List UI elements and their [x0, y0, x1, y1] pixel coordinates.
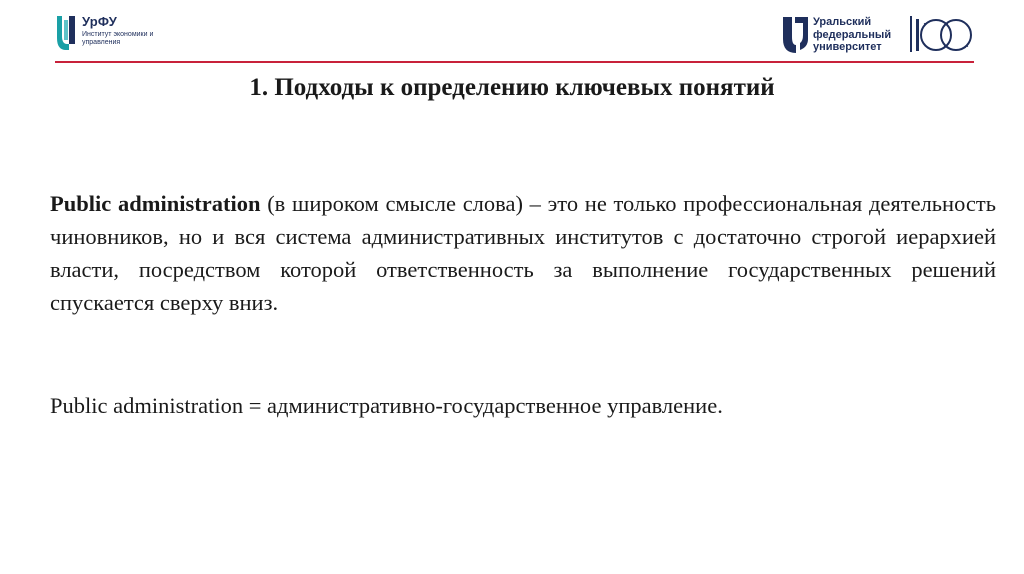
university-name [813, 16, 897, 54]
equivalence-statement: Public administration = административно-государственное управление. [50, 393, 723, 418]
urfu-institute-logo [55, 14, 155, 60]
urfu-u-shield-icon [783, 17, 808, 53]
university-name-line: университет [813, 41, 882, 53]
university-name-line: Уральский [813, 16, 872, 28]
slide-title: 1. Подходы к определению ключевых понятий [249, 74, 775, 101]
header-rule [55, 61, 974, 63]
urfu-brand-text: УрФУ [82, 14, 118, 29]
institute-name: Институт экономики и управления [82, 31, 154, 46]
logo-divider [910, 16, 912, 52]
defined-term: Public administration [50, 191, 261, 216]
urfu-u-mark-icon [55, 14, 77, 54]
university-name-line: федеральный [813, 28, 892, 41]
top-100-emblem-icon [916, 15, 976, 55]
definition-paragraph [50, 187, 996, 319]
definition-text: (в широком смысле слова) – это не только профессиональная деятельность чиновников, но и вся система административных институтов с достаточно строгой иерархией власти, посредством которой ответственность за выполнение государственных решений спускается сверху вниз. [50, 191, 996, 315]
urfu-university-logo [783, 14, 983, 58]
